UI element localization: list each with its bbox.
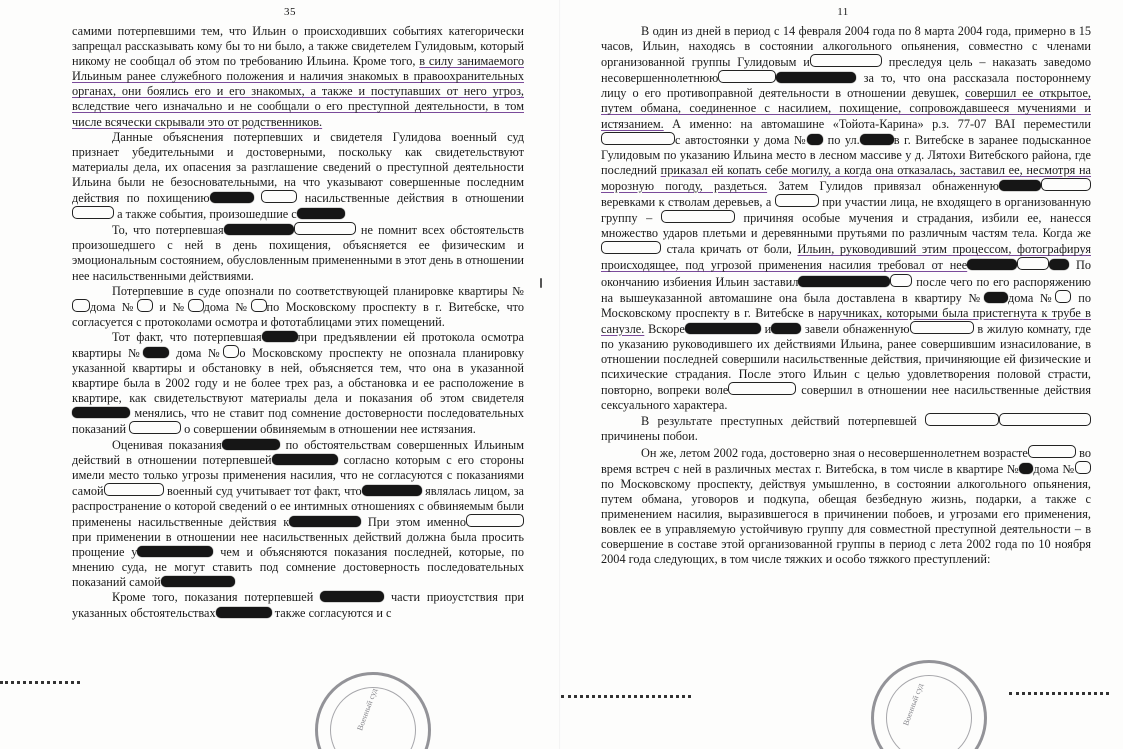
text-run: и [760, 321, 772, 336]
text-run: чем и объясняются показания последней, которые, по мнению суда, не могут ставить под сомнение достоверность последовательных показаний самой [72, 545, 524, 590]
redaction-outline [223, 345, 239, 358]
redaction-outline [810, 54, 882, 67]
redaction-mark [262, 331, 298, 342]
paragraph [72, 590, 524, 620]
redaction-mark [1049, 259, 1069, 270]
seal-stamp-text: Военный суд [355, 687, 379, 732]
page-number: 11 [837, 6, 849, 18]
redaction-outline [601, 132, 675, 145]
text-run: причинены побои. [601, 429, 698, 444]
redaction-outline [728, 382, 796, 395]
redaction-mark [320, 591, 384, 602]
text-run: при предъявлении ей протокола осмотра квартиры № [72, 329, 524, 360]
text-run: являлась лицом, за распространение о которой сведений о ее интимных отношениях с обвиняемым были применены насильственные действия к [72, 483, 525, 529]
redaction-mark [137, 546, 213, 557]
text-run: Данные объяснения потерпевших и свидетеля Гулидова военный суд признает убедительными и достоверными, поскольку как свидетельствуют материалы дела, их опасения за разглашение сведений о преступной деятельности Ильина были не безосновательными, на что указывают совершенные последним действия по похищению [72, 129, 524, 206]
text-run: о совершении обвиняемым в отношении нее истязания. [181, 422, 476, 437]
text-run: веревками к стволам деревьев, а [601, 195, 775, 210]
redaction-outline [1055, 290, 1071, 303]
underlined-text: совершил ее открытое, путем обмана, соединенное с насилием, похищение, сопровождавшееся мучениями и истязанием. [601, 86, 1091, 131]
dotted-rule [561, 695, 691, 698]
underlined-text: Ильин, руководивший этим процессом, фотографируя происходящее, под угрозой применения насилия требовал от нее [601, 242, 1091, 273]
redaction-outline [137, 299, 153, 312]
text-run [254, 191, 262, 205]
paragraph [72, 438, 524, 591]
redaction-outline [925, 413, 999, 426]
paragraph [72, 24, 524, 130]
text-run: дома № [90, 299, 137, 314]
redaction-mark [860, 134, 894, 145]
redaction-outline [72, 206, 114, 219]
text-run: после чего по его распоряжению на вышеуказанной автомашине она была доставлена в квартиру № [601, 274, 1091, 305]
dotted-rule [0, 681, 80, 684]
paragraph [601, 445, 1091, 568]
paragraph [72, 284, 524, 330]
redaction-outline [251, 299, 267, 312]
text-run: военный суд учитывает тот факт, что [163, 483, 362, 498]
redaction-outline [129, 421, 181, 434]
text-run: совершил в отношении нее насильственные действия сексуального характера. [601, 383, 1091, 413]
redaction-outline [910, 321, 974, 334]
text-run: завели обнаженную [801, 321, 910, 336]
paragraph [601, 413, 1091, 444]
text-run: Он же, летом 2002 года, достоверно зная о несовершеннолетнем возрасте [641, 445, 1028, 460]
redaction-outline [999, 413, 1091, 426]
redaction-mark [161, 576, 235, 587]
text-run: насильственные действия в отношении [297, 191, 524, 206]
text-run: при участии лица, не входящего в организованную группу – [601, 195, 1091, 226]
text-run: по Московскому проспекту в г. Витебске в [601, 290, 1091, 320]
redaction-mark [771, 323, 801, 334]
paragraph [72, 130, 524, 223]
redaction-outline [294, 222, 356, 235]
margin-mark [540, 278, 542, 288]
text-run: менялись, что не ставит под сомнение достоверности последовательных показаний [72, 406, 524, 437]
text-run: А именно: на автомашине «Тойота-Карина» р.з. 77-07 ВАІ переместили [663, 116, 1091, 131]
redaction-outline [1041, 178, 1091, 191]
text-run: о Московскому проспекту не опознала планировку указанной квартиры и обстановку в ней, объясняется тем, что она в указанной квартире была в 2002 году и не более трех раз, а обстановка и ее расположение в квартире, как свидетельствуют материалы дела и показания об этом свидетеля [72, 345, 524, 406]
text-run: а также события, произошедшие с [114, 207, 297, 222]
text-run: По окончанию избиения Ильин заставил [601, 258, 1091, 289]
text-run: дома № [1007, 290, 1056, 305]
right-text-column [601, 24, 1091, 567]
text-run: причиняя особые мучения и страдания, избили ее, нанесся множество ударов плетьми и деревянными прутьями по различным частям тела. Когда же [601, 211, 1091, 241]
redaction-mark [297, 208, 345, 219]
text-run: В один из дней в период с 14 февраля 2004 года по 8 марта 2004 года, примерно в 15 часов, Ильин, находясь в состоянии алкогольного опьянения, совместно с членами организованной группы Гулидовым и [601, 24, 1091, 70]
redaction-mark [999, 180, 1041, 191]
text-run: Вскоре [644, 321, 685, 336]
redaction-mark [807, 134, 823, 145]
text-run: по обстоятельствам совершенных Ильиным действий в отношении потерпевшей [72, 437, 524, 467]
redaction-mark [143, 347, 169, 358]
text-run: во время встреч с ней в различных местах г. Витебска, в том числе в квартире № [601, 445, 1091, 476]
text-run: по Московскому проспекту в г. Витебске, что согласуется с протоколами осмотра и фототаблицами этих помещений. [72, 299, 525, 329]
text-run: по Московскому проспекту, действуя умышленно, в состоянии алкогольного опьянения, путем обмана, уговоров и подкупа, обещая безбедную жизнь, подарки, а также с применением насилия, выразившегося в причинении побоев, и угрозами его применения, вовлек ее в управляемую устойчивую группу для совместной преступной деятельности – в совершение в составе этой организованной группы в период с лета 2002 года по 10 ноября 2004 года следующих, в том числе тяжких и особо тяжкого преступлений: [601, 476, 1091, 567]
underlined-text: наручниках, которыми была пристегнута к трубе в санузле. [601, 305, 1091, 336]
dotted-rule-tail [1009, 692, 1109, 695]
text-run: согласно которым с его стороны имели место только угрозы применения насилия, что не согласуются с показаниями самой [72, 452, 524, 498]
text-run: дома № [203, 299, 251, 314]
right-document-page [561, 0, 1123, 749]
redaction-outline [188, 299, 204, 312]
seal-stamp-text: Военный суд [901, 682, 925, 727]
text-run: с автостоянки у дома № [675, 132, 808, 147]
text-run: преследуя цель – наказать заведомо несовершеннолетнюю [601, 55, 1091, 86]
text-run: части приоустствия при указанных обстоятельствах [72, 590, 524, 620]
redaction-mark [72, 407, 130, 418]
text-run: При этом именно [361, 515, 466, 529]
text-run: То, что потерпевшая [112, 223, 224, 238]
redaction-outline [1075, 461, 1091, 474]
text-run: за то, что она рассказала постороннему лицу о его противоправной деятельности в отношении девушек, [601, 71, 1091, 101]
redaction-mark [210, 192, 254, 203]
redaction-outline [104, 483, 164, 496]
redaction-mark [984, 292, 1008, 303]
redaction-outline [890, 274, 912, 287]
left-text-column [72, 24, 524, 621]
redaction-outline [661, 210, 735, 223]
text-run: при применении в отношении нее насильственных действий должна была просить прощение у [72, 530, 524, 560]
text-run: самими потерпевшими тем, что Ильин о происходивших событиях категорически запрещал рассказывать кому бы то ни было, а также свидетелем Гулидовым, который никому не сообщал об этом по требованию Ильина. Кроме того, [72, 24, 524, 69]
redaction-outline [72, 299, 90, 312]
left-document-page [0, 0, 560, 749]
text-run: в г. Витебске в заранее подысканное Гулидовым по указанию Ильина место в лесном массиве у д. Лятохи Витебского района, где последний [601, 132, 1091, 177]
redaction-outline [1017, 257, 1049, 270]
redaction-outline [1028, 445, 1076, 458]
redaction-outline [466, 514, 524, 527]
paragraph [72, 222, 524, 283]
redaction-mark [1019, 463, 1033, 474]
redaction-mark [224, 224, 294, 235]
text-run: Оценивая показания [112, 437, 222, 452]
redaction-mark [289, 516, 361, 527]
redaction-mark [216, 607, 272, 618]
text-run: не помнит всех обстоятельств произошедшего с ней в день похищения, объясняется ее физическим и эмоциональным состоянием, обусловленным примененными в этот день в отношении нее насильственными действиями. [72, 223, 524, 283]
text-run: В результате преступных действий потерпевшей [641, 414, 925, 429]
text-run: дома № [169, 345, 224, 360]
text-run: стала кричать от боли, [661, 242, 798, 257]
paragraph [601, 24, 1091, 413]
paragraph [72, 330, 524, 438]
text-run: Тот факт, что потерпевшая [112, 329, 262, 344]
redaction-mark [222, 439, 280, 450]
underlined-text: приказал ей копать себе могилу, а когда она отказалась, заставил ее, несмотря на морозную погоду, раздеться. [601, 162, 1092, 193]
redaction-outline [718, 70, 776, 83]
text-run: дома № [1033, 461, 1075, 476]
redaction-mark [798, 276, 890, 287]
redaction-mark [967, 259, 1017, 270]
text-run: также согласуются и с [271, 605, 392, 620]
text-run: и № [152, 299, 188, 314]
redaction-mark [362, 485, 422, 496]
underlined-text: в силу занимаемого Ильиным ранее служебного положения и наличия знакомых в правоохранительных органах, они боялись его и его знакомых, а также и поступавших от него угроз, вследствие чего изначально и не сообщали о его преступной деятельности, в том числе всячески скрывали это от родственников. [72, 54, 524, 129]
redaction-mark [776, 72, 856, 83]
text-run: Потерпевшие в суде опознали по соответствующей планировке квартиры № [112, 283, 524, 298]
seal-stamp [315, 672, 431, 749]
text-run: Кроме того, показания потерпевшей [112, 590, 321, 605]
seal-stamp [871, 660, 987, 749]
redaction-outline [601, 241, 661, 254]
text-run: в жилую комнату, где по указанию руководившего их действиями Ильина, ранее совершившим изнасилование, в отношении последней совершили насильственные действия, причиняющие ей физические и психические страдания. После этого Ильин с целью удовлетворения половой страсти, повторно, вопреки воле [601, 321, 1092, 398]
page-number: 35 [284, 6, 296, 18]
redaction-outline [261, 190, 297, 203]
redaction-mark [272, 454, 338, 465]
redaction-mark [685, 323, 761, 334]
text-run: Затем Гулидов привязал обнаженную [767, 178, 999, 193]
redaction-outline [775, 194, 819, 207]
text-run: по ул. [823, 132, 860, 147]
